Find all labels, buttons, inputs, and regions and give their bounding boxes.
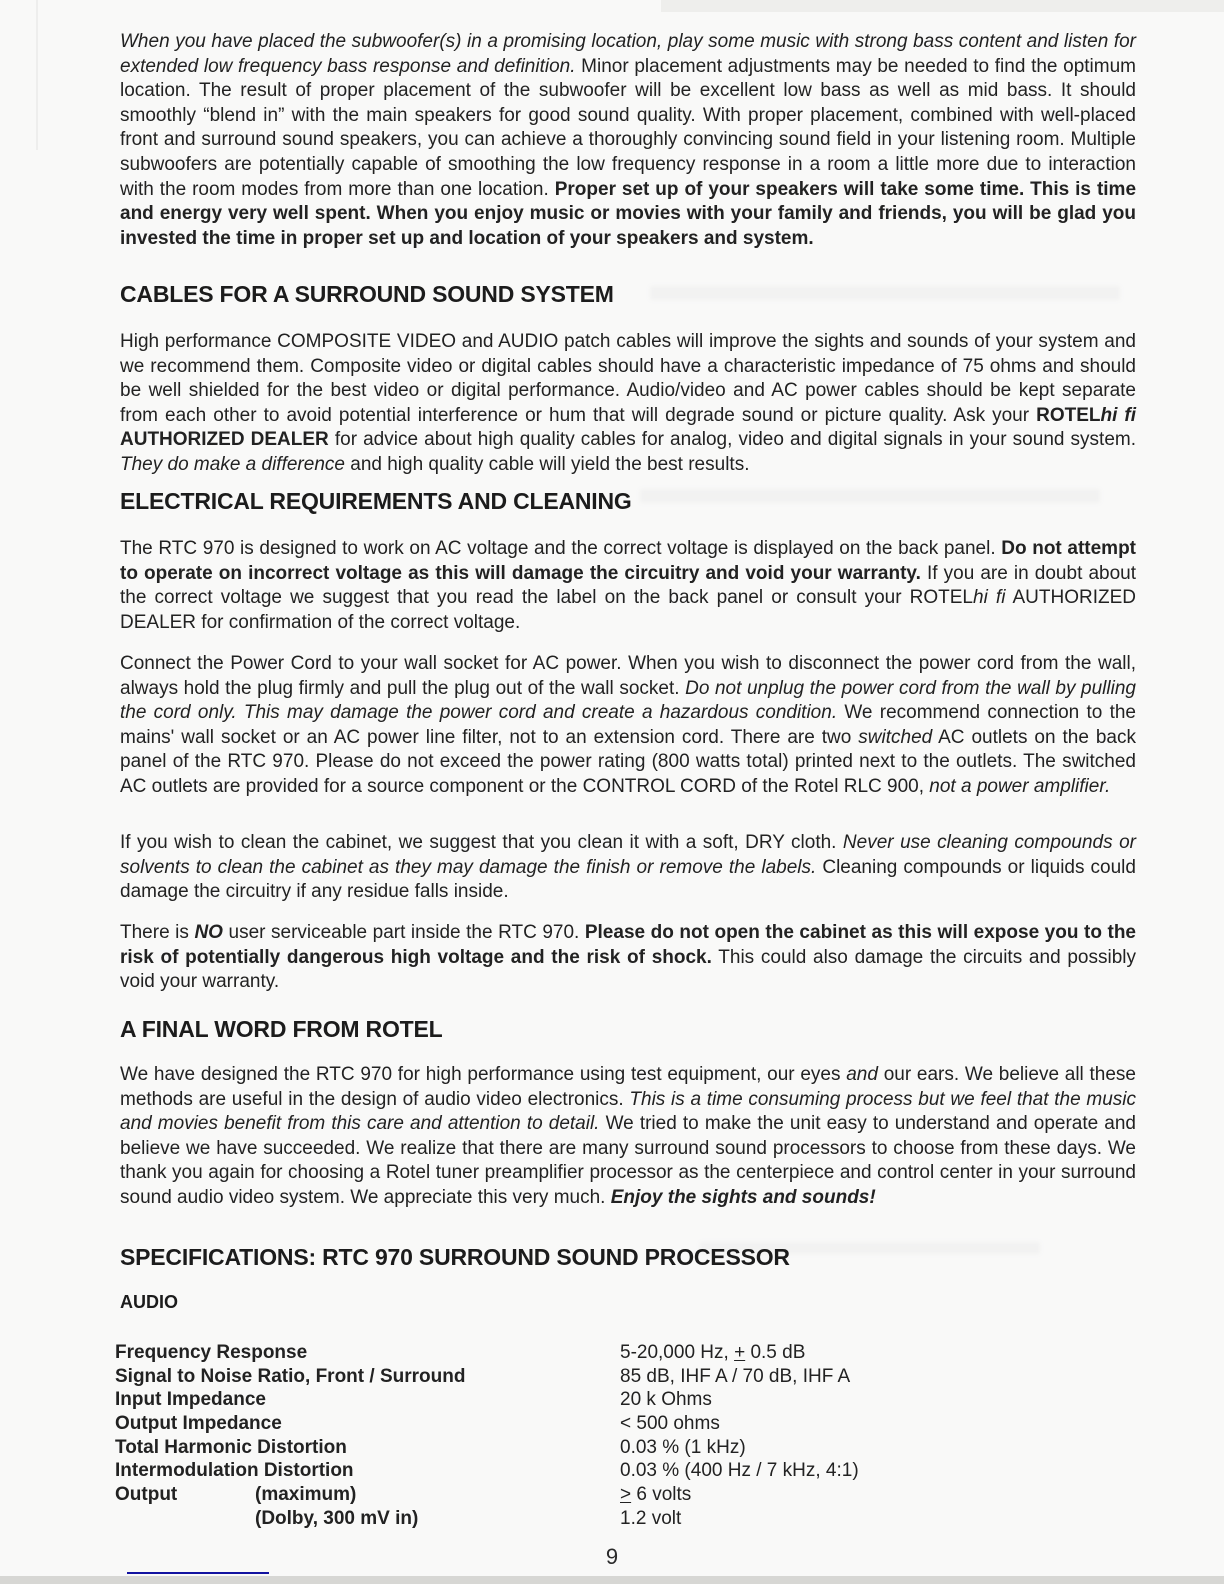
spec-table	[115, 1342, 1136, 1532]
page-content	[115, 0, 1137, 1584]
text-run: 85 dB, IHF A / 70 dB, IHF A	[620, 1365, 851, 1387]
paragraph-final-word	[120, 1063, 1136, 1211]
spec-value	[620, 1366, 850, 1388]
scan-left-streak	[36, 0, 38, 150]
text-run: Cleaning compounds or liquids could damage the circuitry if any residue falls inside.	[120, 856, 1136, 903]
text-run: +	[734, 1342, 746, 1363]
text-run: Never use cleaning compounds or solvents to clean the cabinet as they may damage the finish or remove the labels.	[120, 832, 1136, 878]
footer-rule	[127, 1572, 269, 1574]
spec-label: Output	[115, 1484, 178, 1506]
heading-specifications-section: SPECIFICATIONS: RTC 970 SURROUND SOUND PROCESSOR	[120, 1244, 790, 1270]
text-run: for advice about high quality cables for analog, video and digital signals in your sound system.	[328, 429, 1136, 451]
text-run: 0.5 dB	[745, 1342, 806, 1363]
paragraph-cleaning	[120, 831, 1136, 905]
text-run: There is	[120, 922, 195, 943]
spec-value	[620, 1342, 805, 1364]
spec-row	[115, 1389, 1136, 1413]
text-run: We tried to make the unit easy to understand and operate and believe we have succeeded. We realize that there are many surround sound processors to choose from these days. We thank you again for choosing a Rotel tuner preamplifier processor as the centerpiece and control center in your surround sound audio video system. We appreciate this very much.	[120, 1113, 1136, 1208]
text-run: This is a time consuming process but we feel that the music and movies benefit from this care and attention to detail.	[120, 1088, 1136, 1135]
text-run: When you have placed the subwoofer(s) in a promising location, play some music with strong bass content and listen for extended low frequency bass response and definition.	[120, 31, 1136, 77]
text-run: >	[620, 1484, 632, 1506]
text-run: The RTC 970 is designed to work on AC voltage and the correct voltage is displayed on the back panel.	[120, 538, 1002, 559]
spec-label: Total Harmonic Distortion	[115, 1436, 347, 1458]
spec-value	[620, 1437, 746, 1459]
paragraph-cables	[120, 330, 1136, 478]
text-run: 20 k Ohms	[620, 1389, 712, 1411]
spec-value	[620, 1484, 691, 1506]
text-run: < 500 ohms	[620, 1413, 720, 1435]
spec-label: Output Impedance	[115, 1413, 282, 1435]
spec-row	[115, 1437, 1136, 1461]
text-run: If you are in doubt about the correct voltage we suggest that you read the label on the back panel or consult your ROTEL	[120, 562, 1136, 609]
spec-label: Input Impedance	[115, 1389, 266, 1411]
heading-cables-section: CABLES FOR A SURROUND SOUND SYSTEM	[120, 281, 614, 307]
text-run: our ears. We believe all these methods are useful in the design of audio video electronics.	[120, 1064, 1137, 1110]
text-run: 0.03 % (1 kHz)	[620, 1436, 746, 1458]
spec-value	[620, 1413, 720, 1435]
paragraph-power-cord	[120, 652, 1136, 800]
text-run: Please do not open the cabinet as this will expose you to the risk of potentially dangerous high voltage and the risk of shock.	[120, 922, 1136, 968]
text-run: Do not attempt to operate on incorrect voltage as this will damage the circuitry and void your warranty.	[120, 538, 1136, 584]
spec-row	[115, 1484, 1136, 1508]
text-run: Do not unplug the power cord from the wall by pulling the cord only. This may damage the power cord and create a hazardous condition.	[120, 677, 1136, 724]
text-run: user serviceable part inside the RTC 970.	[222, 922, 585, 943]
heading-final-word-section: A FINAL WORD FROM ROTEL	[120, 1016, 443, 1042]
spec-row	[115, 1413, 1136, 1437]
page-number: 9	[605, 1544, 619, 1569]
spec-value	[620, 1508, 681, 1530]
text-run: This could also damage the circuits and possibly void your warranty.	[120, 946, 1136, 993]
spec-row	[115, 1366, 1136, 1390]
heading-audio-subsection: AUDIO	[120, 1292, 178, 1312]
spec-row	[115, 1508, 1136, 1532]
spec-row	[115, 1342, 1136, 1366]
text-run: and	[846, 1064, 878, 1085]
spec-value	[620, 1460, 859, 1482]
text-run: hi fi	[973, 587, 1006, 609]
text-run: 0.03 % (400 Hz / 7 kHz, 4:1)	[620, 1460, 859, 1482]
text-run: 6 volts	[631, 1484, 692, 1506]
text-run: Minor placement adjustments may be needed to find the optimum location. The result of proper placement of the subwoofer will be excellent low bass as well as mid bass. It should smoothly “blend in” with the main speakers for good sound quality. With proper placement, combined with well-placed front and surround sound speakers, you can achieve a thoroughly convincing sound field in your listening room. Multiple subwoofers are potentially capable of smoothing the low frequency response in a room a little more due to interaction with the room modes from more than one location.	[120, 55, 1137, 200]
text-run: hi fi	[1100, 404, 1136, 426]
spec-row	[115, 1460, 1136, 1484]
spec-label: Frequency Response	[115, 1342, 308, 1363]
spec-label: Intermodulation Distortion	[115, 1460, 354, 1482]
text-run: 1.2 volt	[620, 1507, 682, 1529]
heading-electrical-section: ELECTRICAL REQUIREMENTS AND CLEANING	[120, 488, 632, 514]
spec-sublabel: (maximum)	[255, 1484, 357, 1506]
text-run: AUTHORIZED DEALER	[120, 429, 329, 451]
text-run: Enjoy the sights and sounds!	[610, 1186, 876, 1208]
paragraph-voltage	[120, 537, 1136, 635]
spec-label: Signal to Noise Ratio, Front / Surround	[115, 1365, 466, 1387]
spec-value	[620, 1389, 712, 1411]
text-run: 5-20,000 Hz,	[620, 1342, 735, 1363]
spec-sublabel: (Dolby, 300 mV in)	[255, 1507, 419, 1529]
text-run: Proper set up of your speakers will take some time. This is time and energy very well spent. When you enjoy music or movies with your family and friends, you will be glad you invested the time in proper set up and location of your speakers and system.	[120, 178, 1137, 249]
text-run: AUTHORIZED DEALER for confirmation of the correct voltage.	[120, 587, 1136, 633]
text-run: High performance COMPOSITE VIDEO and AUDIO patch cables will improve the sights and sounds of your system and we recommend them. Composite video or digital cables should have a characteristic impedance of 75 ohms and should be well shielded for the best video or digital performance. Audio/video and AC power cables should be kept separate from each other to avoid potential interference or hum that will degrade sound or picture quality. Ask your	[120, 331, 1136, 426]
text-run: Connect the Power Cord to your wall socket for AC power. When you wish to disconnect the power cord from the wall, always hold the plug firmly and pull the plug out of the wall socket.	[120, 653, 1136, 699]
text-run: switched	[858, 726, 933, 748]
text-run: We have designed the RTC 970 for high performance using test equipment, our eyes	[120, 1064, 847, 1085]
paragraph-subwoofer-placement	[120, 30, 1136, 251]
text-run: If you wish to clean the cabinet, we suggest that you clean it with a soft, DRY cloth.	[120, 832, 843, 853]
text-run: ROTEL	[1036, 404, 1101, 426]
text-run: NO	[194, 922, 223, 943]
text-run: They do make a difference	[120, 453, 345, 475]
text-run: not a power amplifier.	[929, 775, 1111, 797]
text-run: AC outlets on the back panel of the RTC 970. Please do not exceed the power rating (800 watts total) printed next to the outlets. The switched AC outlets are provided for a source component or the CONTROL CORD of the Rotel RLC 900,	[120, 726, 1136, 797]
text-run: We recommend connection to the mains' wall socket or an AC power line filter, not to an extension cord. There are two	[120, 702, 1136, 748]
text-run: and high quality cable will yield the best results.	[344, 453, 750, 475]
paragraph-no-user-serviceable	[120, 921, 1136, 995]
